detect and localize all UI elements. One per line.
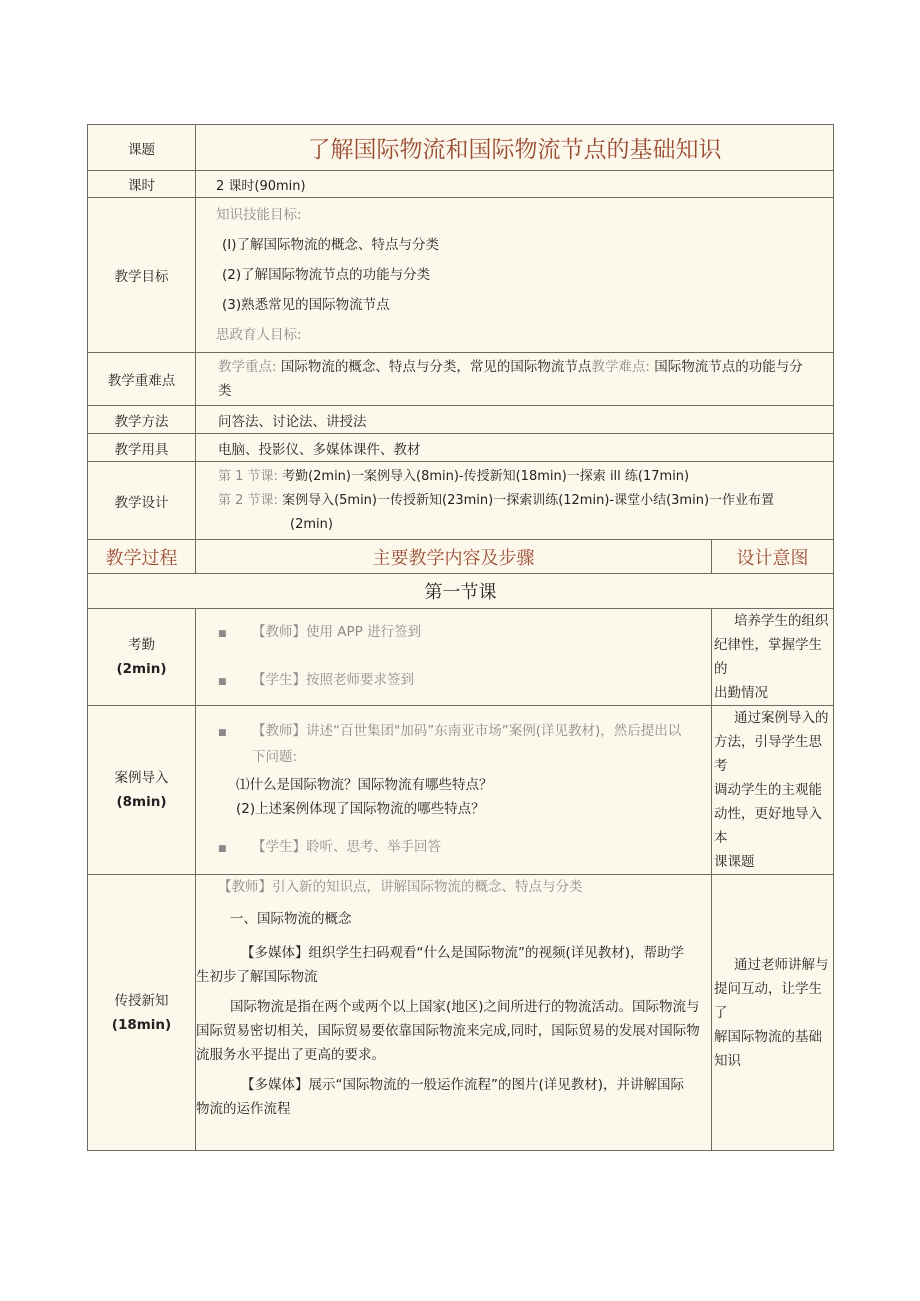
concept-heading: 一、国际物流的概念 <box>230 911 352 927</box>
tools-row <box>88 434 834 462</box>
question-2: (2)上述案例体现了国际物流的哪些特点？ <box>236 801 485 817</box>
step-content <box>196 706 712 875</box>
intent-line: 出勤情况 <box>714 685 768 701</box>
step-name: 传授新知 <box>114 992 169 1009</box>
key-points-content <box>196 353 834 406</box>
intent-line: 通过案例导入的 <box>734 710 829 726</box>
difficulty-text: 国际物流节点的功能与分 <box>654 359 803 375</box>
lesson2-label: 第 2 节课: <box>218 492 278 508</box>
step-intent <box>712 706 834 875</box>
lesson1-flow: 考勤(2min)一案例导入(8min)-传授新知(18min)一探索 ill 练(17min) <box>282 468 690 484</box>
step-content <box>196 609 712 706</box>
focus-text: 国际物流的概念、特点与分类，常见的国际物流节点 <box>280 359 592 375</box>
question-1: ⑴什么是国际物流？国际物流有哪些特点？ <box>236 777 493 793</box>
step-name-cell <box>88 875 196 1151</box>
para-line: 流服务水平提出了更高的要求。 <box>196 1047 385 1063</box>
teacher-wrap: 下问题: <box>252 749 298 765</box>
step-name-cell <box>88 706 196 875</box>
section-title: 第一节课 <box>88 574 834 609</box>
methods-label: 教学方法 <box>88 406 196 434</box>
lesson2-flow: 案例导入(5min)一传授新知(23min)一探索训练(12min)-课堂小结(3min)一作业布置 <box>282 492 775 508</box>
step-row <box>88 875 834 1151</box>
methods-row <box>88 406 834 434</box>
hours-value: 2 课时(90min) <box>196 171 834 198</box>
tools-value: 电脑、投影仪、多媒体课件、教材 <box>196 434 834 462</box>
topic-title: 了解国际物流和国际物流节点的基础知识 <box>196 125 834 171</box>
student-text: 聆听、思考、举手回答 <box>306 839 441 855</box>
ideology-heading: 思政育人目标: <box>216 327 302 343</box>
objectives-content <box>196 198 834 353</box>
objective-item: (I)了解国际物流的概念、特点与分类 <box>222 237 440 253</box>
teacher-role: 【教师】 <box>252 624 306 640</box>
teacher-role: 【教师】 <box>252 723 306 739</box>
media-line: 物流的运作流程 <box>196 1101 291 1117</box>
step-name: 案例导入 <box>114 770 169 786</box>
media-block <box>196 1073 711 1121</box>
step-time: (18min) <box>111 1016 172 1033</box>
bullet-icon: ■ <box>218 844 227 854</box>
step-time: (2min) <box>116 661 167 677</box>
bullet-icon: ■ <box>218 629 227 639</box>
key-points-row <box>88 353 834 406</box>
hours-row <box>88 171 834 198</box>
topic-label: 课题 <box>88 125 196 171</box>
lesson2-wrap: (2min) <box>290 516 333 532</box>
student-text: 按照老师要求签到 <box>306 672 414 688</box>
teacher-line: 【教师】引入新的知识点，讲解国际物流的概念、特点与分类 <box>218 879 583 895</box>
section-row <box>88 574 834 609</box>
student-role: 【学生】 <box>252 839 306 855</box>
para-line: 国际物流是指在两个或两个以上国家(地区)之间所进行的物流活动。国际物流与 <box>230 999 700 1015</box>
step-intent <box>712 609 834 706</box>
intent-line: 课课题 <box>714 854 755 870</box>
step-row <box>88 609 834 706</box>
media-line: 【多媒体】组织学生扫码观看“什么是国际物流”的视频(详见教材)，帮助学 <box>241 945 685 961</box>
intent-line: 纪律性，掌握学生的 <box>714 637 822 677</box>
intent-line: 调动学生的主观能 <box>714 782 822 798</box>
intent-line: 知识 <box>714 1052 741 1069</box>
intent-line: 提问互动，让学生了 <box>714 980 822 1021</box>
process-header: 教学过程 <box>88 540 196 574</box>
step-content <box>196 875 712 1151</box>
tools-label: 教学用具 <box>88 434 196 462</box>
step-time: (8min) <box>116 794 167 810</box>
knowledge-heading: 知识技能目标: <box>216 207 302 223</box>
media-block <box>196 941 711 989</box>
intent-line: 通过老师讲解与 <box>734 956 829 973</box>
key-points-label: 教学重难点 <box>88 353 196 406</box>
intent-line: 解国际物流的基础 <box>714 1028 822 1045</box>
design-label: 教学设计 <box>88 462 196 540</box>
step-intent <box>712 875 834 1151</box>
difficulty-label: 教学难点: <box>591 359 650 375</box>
difficulty-wrap: 类 <box>218 383 232 399</box>
intent-header: 设计意图 <box>712 540 834 574</box>
teacher-text: 讲述“百世集团"加码”东南亚市场”案例(详见教材)，然后提出以 <box>306 723 682 739</box>
intent-line: 方法，引导学生思考 <box>714 734 822 774</box>
hours-label: 课时 <box>88 171 196 198</box>
student-role: 【学生】 <box>252 672 306 688</box>
step-row <box>88 706 834 875</box>
objectives-row <box>88 198 834 353</box>
bullet-icon: ■ <box>218 677 227 687</box>
design-row <box>88 462 834 540</box>
para-line: 国际贸易密切相关，国际贸易要依靠国际物流来完成,同时，国际贸易的发展对国际物 <box>196 1023 700 1039</box>
intent-line: 培养学生的组织 <box>734 613 829 629</box>
process-header-row <box>88 540 834 574</box>
lesson-plan-table <box>87 124 834 1151</box>
topic-row <box>88 125 834 171</box>
bullet-icon: ■ <box>218 728 227 738</box>
teacher-text: 使用 APP 进行签到 <box>306 624 422 640</box>
objective-item: (3)熟悉常见的国际物流节点 <box>222 297 390 313</box>
methods-value: 问答法、讨论法、讲授法 <box>196 406 834 434</box>
objectives-label: 教学目标 <box>88 198 196 353</box>
media-line: 【多媒体】展示“国际物流的一般运作流程”的图片(详见教材)，并讲解国际 <box>241 1077 685 1093</box>
objective-item: (2)了解国际物流节点的功能与分类 <box>222 267 431 283</box>
content-header: 主要教学内容及步骤 <box>196 540 712 574</box>
step-name-cell <box>88 609 196 706</box>
focus-label: 教学重点: <box>218 359 277 375</box>
media-line: 生初步了解国际物流 <box>196 969 318 985</box>
intent-line: 动性，更好地导入本 <box>714 806 822 846</box>
lesson1-label: 第 1 节课: <box>218 468 278 484</box>
definition-paragraph <box>196 995 711 1067</box>
step-name: 考勤 <box>128 637 155 653</box>
design-content <box>196 462 834 540</box>
